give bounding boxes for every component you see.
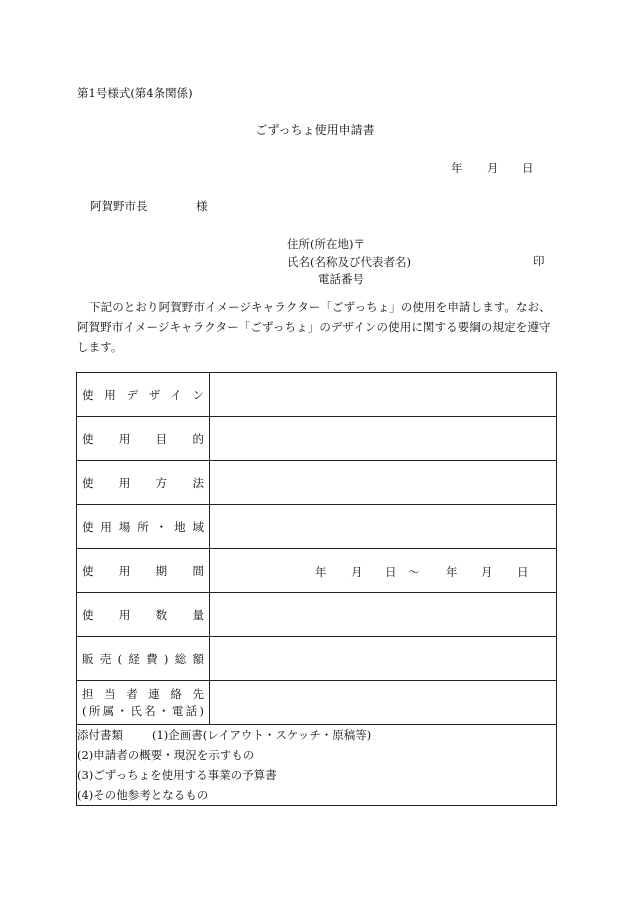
table-row [77,505,557,549]
contact-field[interactable] [210,681,557,725]
seal-mark: 印 [533,254,545,268]
row-label-period: 使用期間 [77,549,210,593]
applicant-name-label: 氏名(名称及び代表者名) [287,255,411,269]
row-label-quantity: 使用数量 [77,593,210,637]
applicant-address-label: 住所(所在地)〒 [287,237,365,251]
applicant-phone-label: 電話番号 [318,272,364,286]
period-tilde: ～ [408,564,420,579]
table-row [77,549,557,593]
form-number-label: 第1号様式(第4条関係) [77,86,193,100]
table-row [77,417,557,461]
addressee [90,198,208,214]
attachments-title: 添付書類 [77,728,123,742]
row-label-method: 使用方法 [77,461,210,505]
intro-paragraph: 下記のとおり阿賀野市イメージキャラクター「ごずっちょ」の使用を申請します。なお、阿賀野市イメージキャラクター「ごずっちょ」のデザインの使用に関する要綱の規定を遵守します。 [77,300,551,354]
row-label-purpose: 使用目的 [77,417,210,461]
row-label-location: 使用場所・地域 [77,505,210,549]
sales-total-field[interactable] [210,637,557,681]
date-month-label: 月 [487,161,499,175]
row-label-design: 使用デザイン [77,373,210,417]
application-table [76,372,557,806]
table-row [77,637,557,681]
design-field[interactable] [210,373,557,417]
period-end-year: 年 [446,564,458,579]
addressee-suffix: 様 [196,199,208,213]
document-title: ごずっちょ使用申請書 [255,123,375,137]
purpose-field[interactable] [210,417,557,461]
attachments-section [77,725,557,806]
period-start-month: 月 [351,564,363,579]
attachment-item: 添付書類 (1)企画書(レイアウト・スケッチ・原稿等) [77,725,556,745]
date-year-label: 年 [451,161,463,175]
attachment-item: (4)その他参考となるもの [77,788,209,802]
table-row [77,593,557,637]
quantity-field[interactable] [210,593,557,637]
date-day-label: 日 [522,161,534,175]
location-field[interactable] [210,505,557,549]
method-field[interactable] [210,461,557,505]
period-start-year: 年 [315,564,327,579]
attachment-item: (2)申請者の概要・現況を示すもの [77,748,255,762]
applicant-block [287,235,411,271]
period-end-day: 日 [517,564,529,579]
table-row [77,373,557,417]
row-label-contact: 担当者連絡先 (所属・氏名・電話) [77,681,210,725]
period-start-day: 日 [385,564,397,579]
table-row [77,461,557,505]
table-row [77,681,557,725]
period-field[interactable] [210,549,557,593]
attachment-item: (3)ごずっちょを使用する事業の予算書 [77,768,277,782]
addressee-name: 阿賀野市長 [90,199,148,213]
period-end-month: 月 [481,564,493,579]
row-label-sales-total: 販売(経費)総額 [77,637,210,681]
table-row [77,725,557,806]
